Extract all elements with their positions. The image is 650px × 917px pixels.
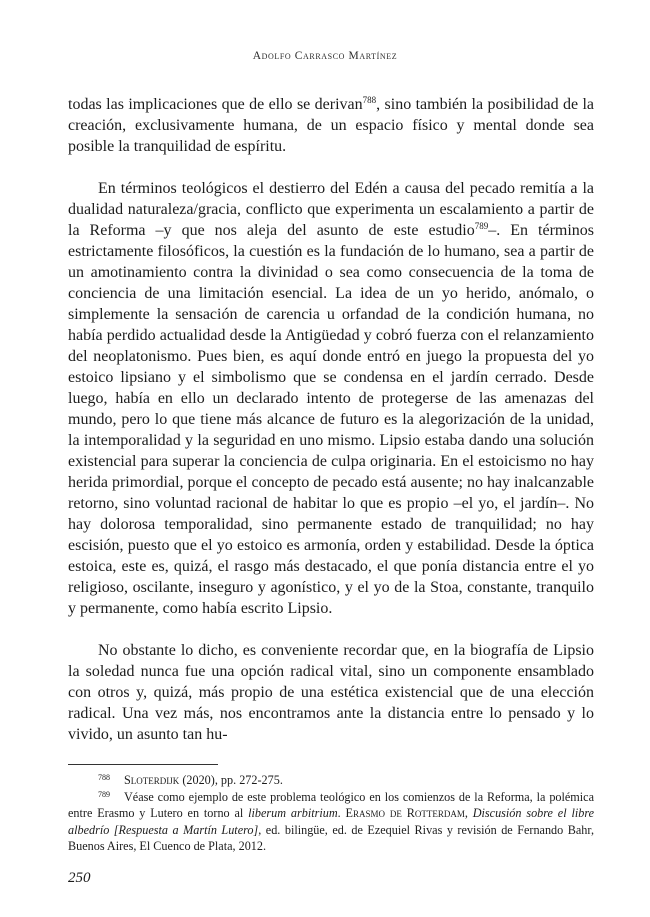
footnote-italic-title: Discusión sobre el libre albedrío [Respuesta a Martín Lutero] [68, 806, 595, 837]
main-text [68, 94, 594, 745]
footnote-text: , ed. bilingüe, ed. de Ezequiel Rivas y revisión de Fernando Bahr, Buenos Aires, El Cuenco de Plata, 2012. [68, 822, 594, 853]
paragraph-3: No obstante lo dicho, es conveniente recordar que, en la biografía de Lipsio la soledad nunca fue una opción radical vital, sino un componente ensamblado con otros y, quizá, más propio de una estética existencial que de una elección radical. Una vez más, nos encontramos ante la distancia entre lo pensado y lo vivido, un asunto tan hu- [68, 642, 594, 743]
footnote-author: Sloterdijk [124, 773, 180, 787]
page-number: 250 [68, 870, 91, 886]
footnote-text: . [337, 806, 346, 820]
footnotes [68, 772, 594, 855]
paragraph-2-text-a: En términos teológicos el destierro del Edén a causa del pecado remitía a la dualidad naturaleza/gracia, conflicto que experimenta un escalamiento a partir de la Reforma –y que nos aleja del asunto de este estudio [68, 180, 594, 239]
footnote-separator [68, 764, 218, 765]
footnote-text: , [464, 806, 473, 820]
paragraph-1-text-b: , sino también la posibilidad de la creación, exclusivamente humana, de un espacio físico y mental donde sea posible la tranquilidad de espíritu. [68, 96, 594, 155]
footnote-italic-term: liberum arbitrium [248, 806, 338, 820]
running-head: Adolfo Carrasco Martínez [252, 50, 398, 62]
footnote-number: 789 [98, 789, 110, 799]
footnote-number: 788 [98, 773, 110, 782]
footnote-788 [68, 772, 594, 789]
footnote-ref-789[interactable]: 789 [474, 221, 489, 231]
footnote-ref-788[interactable]: 788 [362, 95, 377, 105]
footnote-text: Véase como ejemplo de este problema teológico en los comienzos de la Reforma, la polémica entre Erasmo y Lutero en torno al [68, 789, 594, 820]
footnote-text: (2020), pp. 272-275. [179, 773, 283, 787]
footnote-789 [68, 789, 594, 855]
paragraph-2-text-b: –. En términos estrictamente filosóficos, la cuestión es la fundación de lo humano, sea a partir de un amotinamiento contra la divinidad o sea como consecuencia de la toma de conciencia de una limitación esencial. La idea de un yo herido, anómalo, o simplemente la sensación de carencia u orfandad de la condición humana, no había perdido actualidad desde la Antigüedad y cobró fuerza con el relanzamiento del neoplatonismo. Pues bien, es aquí donde entró en juego la propuesta del yo estoico lipsiano y el simbolismo que se condensa en el jardín cerrado. Desde luego, había en ello un declarado intento de protegerse de las amenazas del mundo, pero lo que tiene más alcance de futuro es la alegorización de la unidad, la intemporalidad y la seguridad en uno mismo. Lipsio estaba dando una solución existencial para superar la conciencia de culpa originaria. En el estoicismo no hay herida primordial, porque el concepto de pecado está ausente; no hay inalcanzable retorno, sino voluntad racional de habitar lo que es propio –el yo, el jardín–. No hay dolorosa temporalidad, sino permanente estado de tranquilidad; no hay escisión, puesto que el yo estoico es armonía, orden y estabilidad. Desde la óptica estoica, este es, quizá, el rasgo más destacado, el que ponía distancia entre el yo religioso, oscilante, inseguro y agonístico, y el yo de la Stoa, constante, tranquilo y permanente, como había escrito Lipsio. [68, 222, 595, 617]
footnote-author: Erasmo de Rotterdam [345, 806, 465, 820]
paragraph-2 [68, 178, 594, 619]
paragraph-1-text-a: todas las implicaciones que de ello se derivan [68, 96, 363, 113]
paragraph-1 [68, 94, 594, 157]
